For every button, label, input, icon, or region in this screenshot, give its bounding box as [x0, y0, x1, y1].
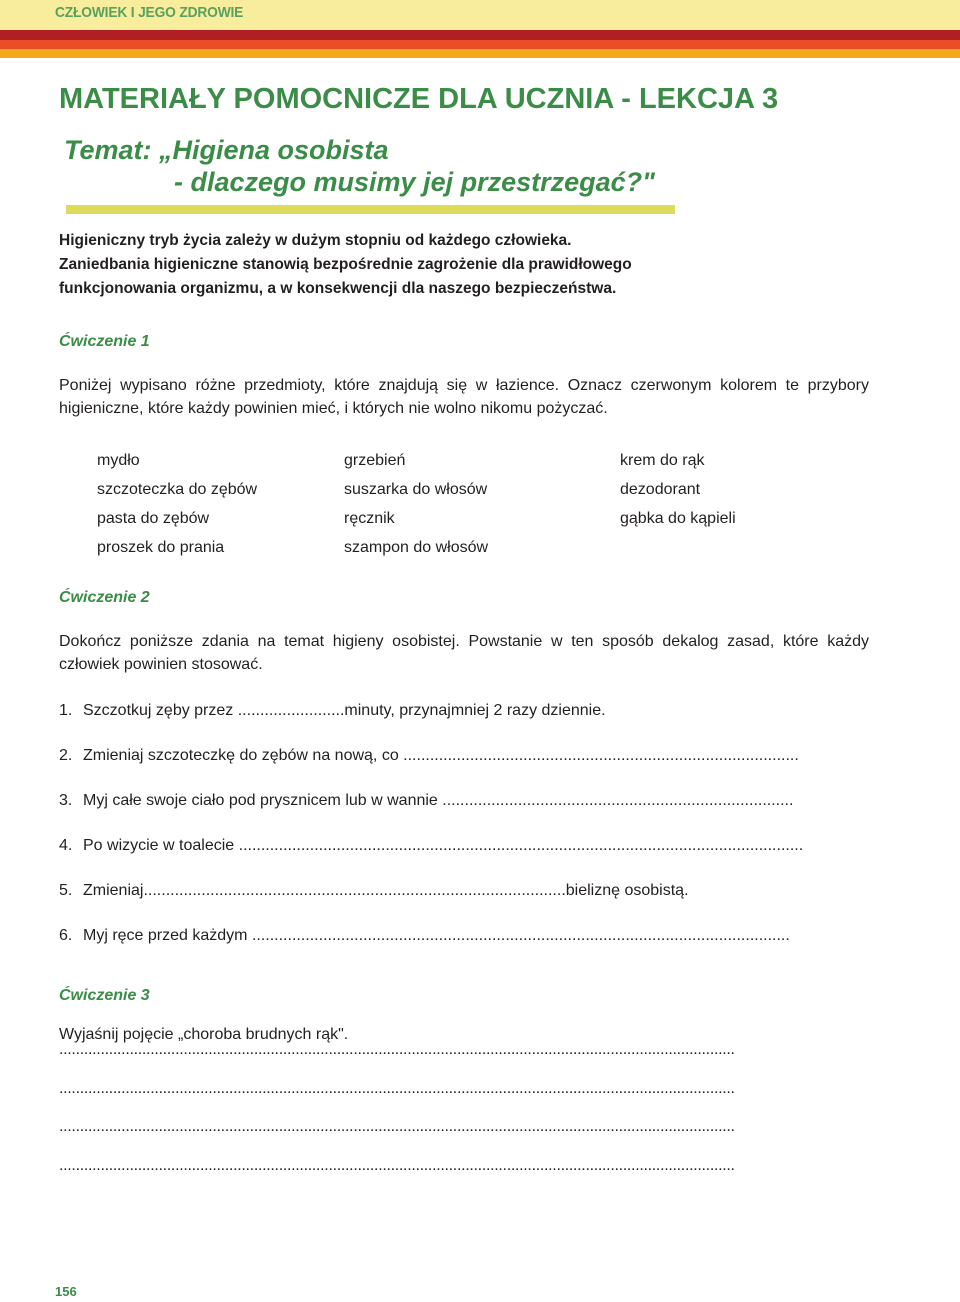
exercise-1-instruction: Poniżej wypisano różne przedmioty, które znajdują się w łazience. Oznacz czerwonym kolorem te przybory higieniczne, które każdy powinien mieć, i których nie wolno nikomu pożyczać.	[59, 377, 869, 417]
item-shampoo[interactable]: szampon do włosów	[344, 539, 489, 556]
item-towel[interactable]: ręcznik	[344, 510, 395, 527]
sentence-number: 1.	[59, 702, 73, 719]
item-toothbrush[interactable]: szczoteczka do zębów	[97, 481, 258, 498]
topic-line-2: - dlaczego musimy jej przestrzegać?"	[174, 167, 655, 197]
item-toothpaste[interactable]: pasta do zębów	[97, 510, 210, 527]
header-stripe-orange	[0, 40, 960, 49]
section-title: CZŁOWIEK I JEGO ZDROWIE	[55, 4, 244, 21]
sentence-text: Zmieniaj szczoteczkę do zębów na nową, co .........................................................................................	[83, 747, 799, 764]
sentence-number: 5.	[59, 882, 73, 899]
page-title: MATERIAŁY POMOCNICZE DLA UCZNIA - LEKCJA 3	[59, 83, 779, 115]
exercise-2-instruction: Dokończ poniższe zdania na temat higieny osobistej. Powstanie w ten sposób dekalog zasad, które każdy człowiek powinien stosować.	[59, 633, 869, 673]
answer-lines	[59, 1041, 735, 1195]
item-bath-sponge[interactable]: gąbka do kąpieli	[620, 510, 736, 527]
answer-line-4[interactable]: ...................................................................................................................................................................	[59, 1156, 735, 1174]
intro-line-1: Higieniczny tryb życia zależy w dużym stopniu od każdego człowieka.	[59, 232, 572, 249]
exercise-3-heading: Ćwiczenie 3	[59, 987, 150, 1004]
exercise-3-prompt: Wyjaśnij pojęcie „choroba brudnych rąk".	[59, 1026, 349, 1043]
header-band	[0, 0, 960, 30]
item-deodorant[interactable]: dezodorant	[620, 481, 701, 498]
sentence-number: 4.	[59, 837, 73, 854]
item-hair-dryer[interactable]: suszarka do włosów	[344, 481, 488, 498]
sentence-2[interactable]	[59, 747, 803, 792]
intro-line-3: funkcjonowania organizmu, a w konsekwencji dla naszego bezpieczeństwa.	[59, 280, 617, 297]
intro-line-2: Zaniedbania higieniczne stanowią bezpośrednie zagrożenie dla prawidłowego	[59, 256, 632, 273]
sentence-text: Szczotkuj zęby przez ........................minuty, przynajmniej 2 razy dziennie.	[83, 702, 606, 719]
sentence-6[interactable]	[59, 927, 803, 972]
topic-line-1: Temat: „Higiena osobista	[64, 135, 389, 165]
sentence-number: 3.	[59, 792, 73, 809]
sentence-5[interactable]	[59, 882, 803, 927]
sentence-3[interactable]	[59, 792, 803, 837]
header-stripe-yellow	[0, 49, 960, 58]
topic-underline	[66, 205, 675, 214]
item-soap[interactable]: mydło	[97, 452, 140, 469]
sentence-1[interactable]	[59, 702, 803, 747]
answer-line-2[interactable]: ...................................................................................................................................................................	[59, 1079, 735, 1097]
sentence-number: 6.	[59, 927, 73, 944]
sentence-text: Zmieniaj...............................................................................................bieliznę osobistą.	[83, 882, 689, 899]
intro-text	[59, 229, 879, 301]
header-stripe-red	[0, 30, 960, 40]
sentence-4[interactable]	[59, 837, 803, 882]
answer-line-3[interactable]: ...................................................................................................................................................................	[59, 1118, 735, 1135]
page-number: 156	[55, 1284, 77, 1299]
sentence-number: 2.	[59, 747, 73, 764]
sentence-text: Myj całe swoje ciało pod prysznicem lub w wannie ...............................................................................	[83, 792, 794, 809]
item-hand-cream[interactable]: krem do rąk	[620, 452, 705, 469]
sentence-text: Myj ręce przed każdym .........................................................................................................................	[83, 927, 790, 944]
answer-line-1[interactable]: ...................................................................................................................................................................	[59, 1041, 735, 1058]
lesson-topic	[64, 134, 655, 198]
sentence-list	[59, 702, 803, 972]
exercise-1-heading: Ćwiczenie 1	[59, 333, 150, 350]
exercise-2-heading: Ćwiczenie 2	[59, 589, 150, 606]
item-comb[interactable]: grzebień	[344, 452, 406, 469]
item-washing-powder[interactable]: proszek do prania	[97, 539, 225, 556]
sentence-text: Po wizycie w toalecie ...............................................................................................................................	[83, 837, 804, 854]
